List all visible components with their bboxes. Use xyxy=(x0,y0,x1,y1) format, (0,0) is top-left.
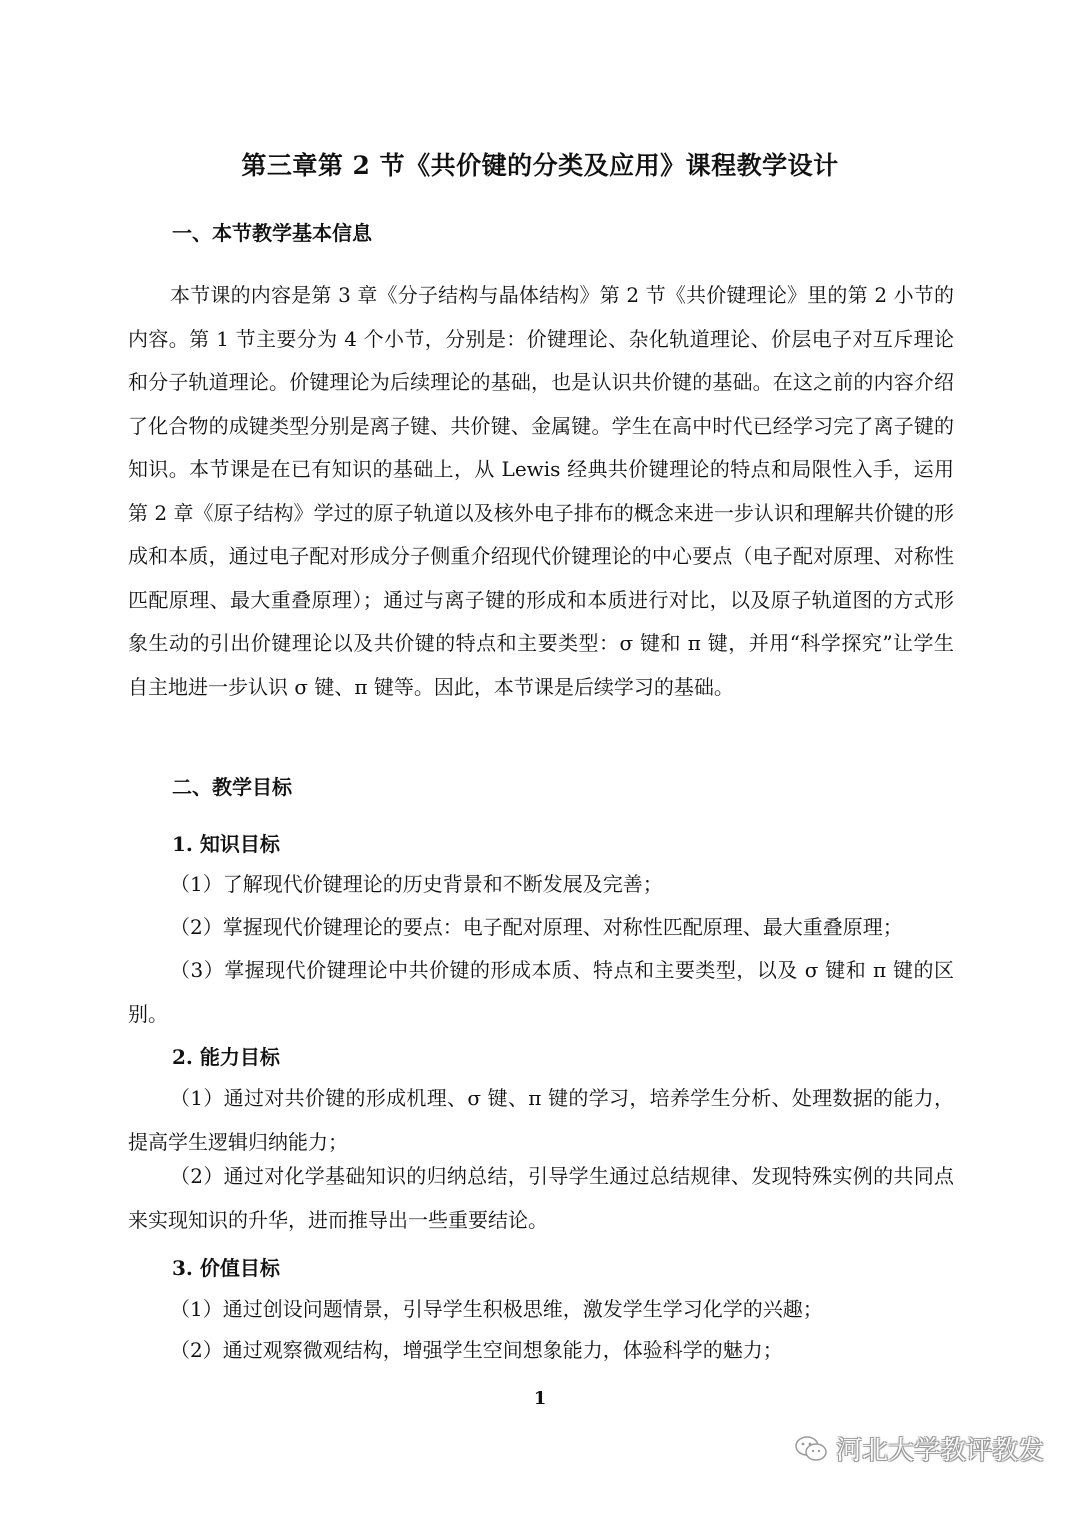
watermark-text: 河北大学教评教发 xyxy=(835,1436,1044,1466)
wechat-icon xyxy=(794,1434,828,1464)
watermark xyxy=(794,1430,1044,1467)
page-number: 1 xyxy=(533,1388,547,1409)
basic-info-paragraph: 本节课的内容是第 3 章《分子结构与晶体结构》第 2 节《共价键理论》里的第 2 小节的内容。第 1 节主要分为 4 个小节，分别是：价键理论、杂化轨道理论、价层电子对互斥理论和分子轨道理论。价键理论为后续理论的基础，也是认识共价键的基础。在这之前的内容介绍了化合物的成键类型分别是离子键、共价键、金属键。学生在高中时代已经学习完了离子键的知识。本节课是在已有知识的基础上，从 Lewis 经典共价键理论的特点和局限性入手，运用第 2 章《原子结构》学过的原子轨道以及核外电子排布的概念来进一步认识和理解共价键的形成和本质，通过电子配对形成分子侧重介绍现代价键理论的中心要点（电子配对原理、对称性匹配原理、最大重叠原理）；通过与离子键的形成和本质进行对比，以及原子轨道图的方式形象生动的引出价键理论以及共价键的特点和主要类型：σ 键和 π 键，并用“科学探究”让学生自主地进一步认识 σ 键、π 键等。因此，本节课是后续学习的基础。 xyxy=(128,283,954,699)
section-heading-basic-info: 一、本节教学基本信息 xyxy=(172,221,372,245)
ability-objective-item: （1）通过对共价键的形成机理、σ 键、π 键的学习，培养学生分析、处理数据的能力，提高学生逻辑归纳能力； xyxy=(128,1086,954,1154)
knowledge-objective-item: （1）了解现代价键理论的历史背景和不断发展及完善； xyxy=(170,872,663,896)
section-heading-objectives: 二、教学目标 xyxy=(172,775,292,799)
value-objective-heading: 3. 价值目标 xyxy=(172,1256,280,1280)
ability-objective-heading: 2. 能力目标 xyxy=(172,1045,280,1069)
value-objective-item: （2）通过观察微观结构，增强学生空间想象能力，体验科学的魅力； xyxy=(170,1338,783,1362)
document-title: 第三章第 2 节《共价键的分类及应用》课程教学设计 xyxy=(241,151,839,180)
value-objective-item: （1）通过创设问题情景，引导学生积极思维，激发学生学习化学的兴趣； xyxy=(170,1297,823,1321)
knowledge-objective-item: （2）掌握现代价键理论的要点：电子配对原理、对称性匹配原理、最大重叠原理； xyxy=(170,915,903,939)
ability-objective-item: （2）通过对化学基础知识的归纳总结，引导学生通过总结规律、发现特殊实例的共同点来实现知识的升华，进而推导出一些重要结论。 xyxy=(128,1164,954,1232)
knowledge-objective-heading: 1. 知识目标 xyxy=(172,832,280,856)
knowledge-objective-item: （3）掌握现代价键理论中共价键的形成本质、特点和主要类型，以及 σ 键和 π 键的区别。 xyxy=(128,958,954,1026)
